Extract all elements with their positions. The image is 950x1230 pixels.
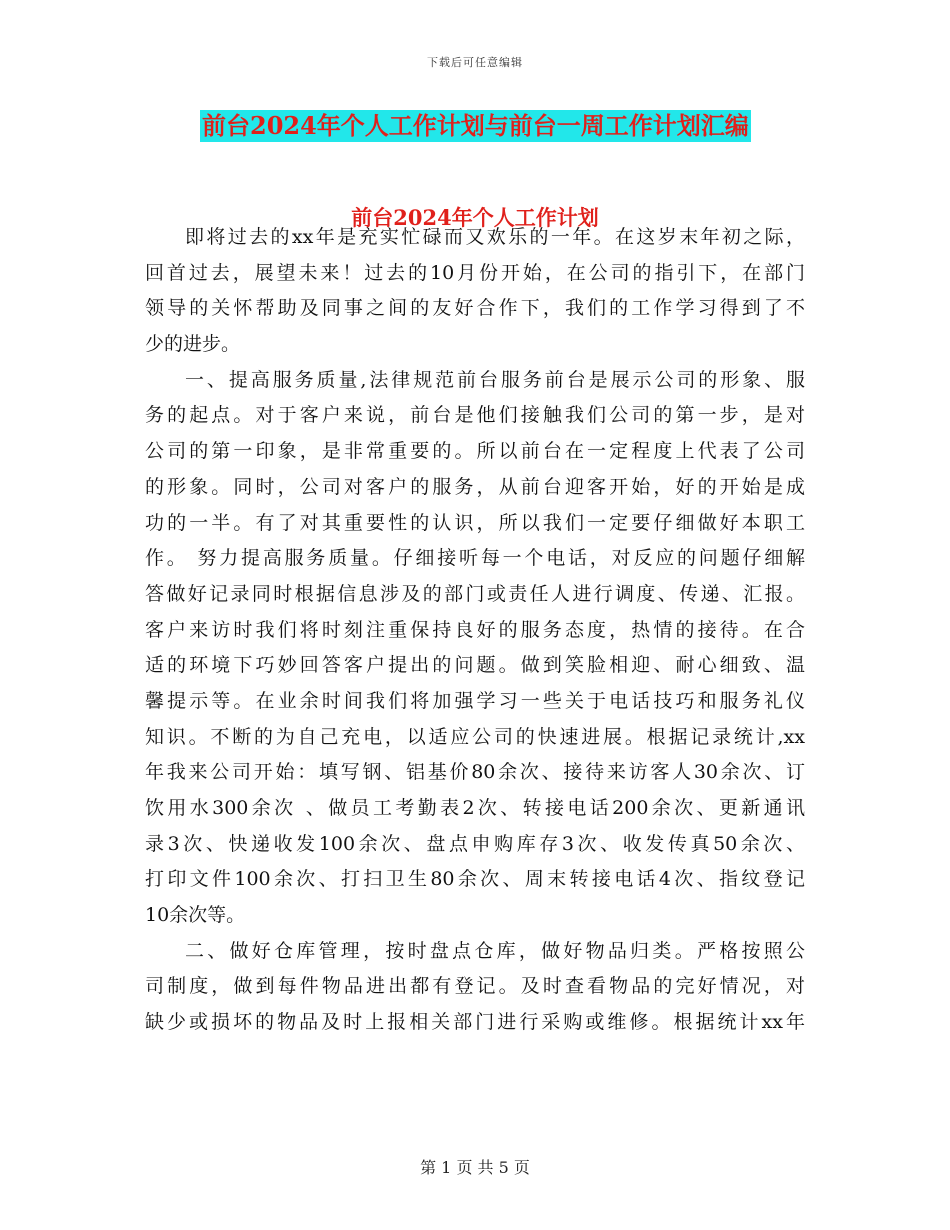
paragraph-line: 缺少或损坏的物品及时上报相关部门进行采购或维修。根据统计xx年: [145, 1011, 805, 1034]
paragraph-line: 馨提示等。在业余时间我们将加强学习一些关于电话技巧和服务礼仪: [145, 689, 805, 712]
paragraph-line: 少的进步。: [145, 333, 241, 356]
paragraph-line: 录3次、快递收发100余次、盘点申购库存3次、收发传真50余次、: [145, 832, 805, 855]
paragraph-line: 领导的关怀帮助及同事之间的友好合作下，我们的工作学习得到了不: [145, 297, 805, 320]
paragraph-line: 年我来公司开始：填写钢、铝基价80余次、接待来访客人30余次、订: [145, 761, 805, 784]
paragraph-line: 知识。不断的为自己充电，以适应公司的快速进展。根据记录统计,xx: [145, 725, 805, 748]
body-text: [145, 220, 805, 1041]
paragraph-line: 适的环境下巧妙回答客户提出的问题。做到笑脸相迎、耐心细致、温: [145, 654, 805, 677]
document-title: 前台2024年个人工作计划与前台一周工作计划汇编: [202, 111, 749, 140]
paragraph-line: 答做好记录同时根据信息涉及的部门或责任人进行调度、传递、汇报。: [145, 582, 805, 605]
paragraph-line: 饮用水300余次 、做员工考勤表2次、转接电话200余次、更新通讯: [145, 797, 805, 819]
paragraph-line: 一、提高服务质量,法律规范前台服务前台是展示公司的形象、服: [185, 368, 805, 391]
paragraph-line: 打印文件100余次、打扫卫生80余次、周末转接电话4次、指纹登记: [145, 868, 805, 891]
paragraph-line: 司制度，做到每件物品进出都有登记。及时查看物品的完好情况，对: [145, 975, 805, 998]
paragraph-line: 功的一半。有了对其重要性的认识，所以我们一定要仔细做好本职工: [145, 511, 805, 534]
paragraph-line: 作。 努力提高服务质量。仔细接听每一个电话，对反应的问题仔细解: [145, 547, 805, 570]
paragraph-line: 客户来访时我们将时刻注重保持良好的服务态度，热情的接待。在合: [145, 618, 805, 641]
page-number: 第 1 页 共 5 页: [420, 1158, 530, 1177]
paragraph-line: 务的起点。对于客户来说，前台是他们接触我们公司的第一步，是对: [145, 404, 805, 427]
header-note: 下载后可任意编辑: [427, 56, 523, 69]
paragraph-line: 二、做好仓库管理，按时盘点仓库，做好物品归类。严格按照公: [185, 939, 805, 962]
paragraph-line: 即将过去的xx年是充实忙碌而又欢乐的一年。在这岁末年初之际，: [185, 226, 805, 248]
paragraph-line: 回首过去，展望未来！过去的10月份开始，在公司的指引下，在部门: [145, 261, 805, 284]
paragraph-line: 10余次等。: [145, 904, 246, 927]
paragraph-line: 公司的第一印象，是非常重要的。所以前台在一定程度上代表了公司: [145, 440, 805, 463]
section-title: 前台2024年个人工作计划: [351, 205, 599, 230]
paragraph-line: 的形象。同时，公司对客户的服务，从前台迎客开始，好的开始是成: [145, 475, 805, 498]
